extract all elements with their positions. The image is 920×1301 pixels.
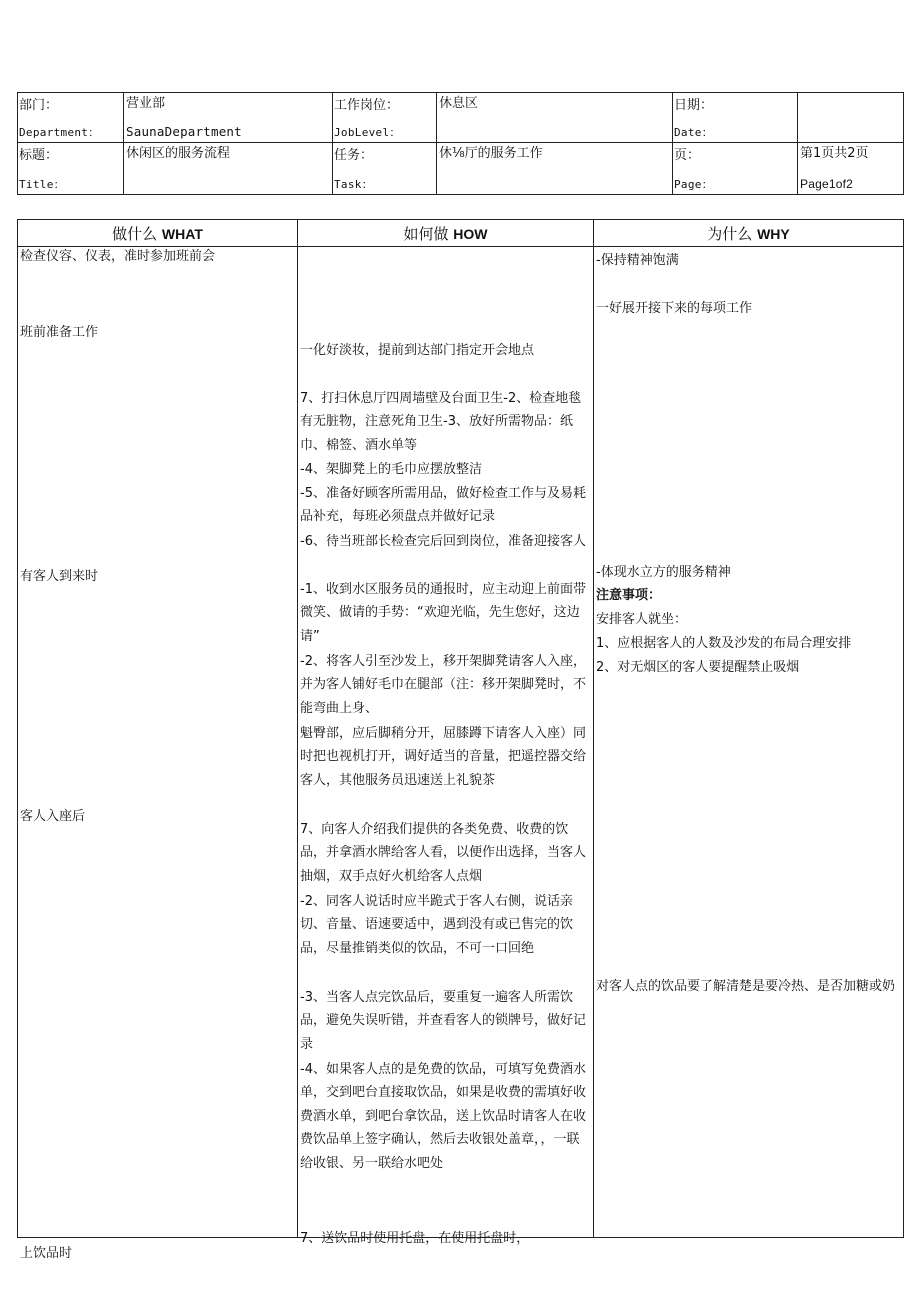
date-value-cell <box>798 93 904 143</box>
why-item-4: 注意事项： <box>596 588 662 603</box>
department-value-cell <box>124 93 333 143</box>
page-value: 第1页共2页 <box>800 146 869 161</box>
why-item-3: -体现水立方的服务精神 <box>596 565 731 580</box>
how-item-4: -5、准备好顾客所需用品，做好检查工作与及易耗品补充，每班必须盘点并做好记录 <box>300 486 586 525</box>
title-label: 标题： <box>19 148 59 163</box>
date-label: 日期： <box>674 98 714 113</box>
procedure-table <box>17 219 904 1261</box>
how-item-13: 7、送饮品时使用托盘，在使用托盘时， <box>300 1231 530 1246</box>
task-label: 任务： <box>334 148 374 163</box>
task-label-cell <box>333 143 437 195</box>
what-item-2: 班前准备工作 <box>20 325 99 340</box>
department-label-en: Department： <box>19 126 100 139</box>
what-item-3: 有客人到来时 <box>20 569 99 584</box>
how-column-header <box>298 220 594 247</box>
why-column-header <box>594 220 904 247</box>
page-value-en: Page1of2 <box>800 177 853 191</box>
department-label: 部门： <box>19 98 59 113</box>
title-label-cell <box>18 143 124 195</box>
header-table <box>17 92 904 195</box>
joblevel-value: 休息区 <box>439 96 479 111</box>
how-item-3: -4、架脚凳上的毛巾应摆放整洁 <box>300 462 482 477</box>
joblevel-label: 工作岗位： <box>334 98 400 113</box>
how-item-12: -4、如果客人点的是免费的饮品，可填写免费酒水单，交到吧台直接取饮品，如果是收费的需填好收费酒水单，到吧台拿饮品，送上饮品时请客人在收费饮品单上签字确认，然后去收银处盖章，，一联给收银、另一联给水吧处 <box>300 1062 587 1171</box>
how-item-6: -1、收到水区服务员的通报时，应主动迎上前面带微笑、做请的手势：“欢迎光临，先生您好，这边请” <box>300 582 586 644</box>
date-label-cell <box>673 93 798 143</box>
department-label-cell <box>18 93 124 143</box>
why-item-2: 一好展开接下来的每项工作 <box>596 301 753 316</box>
how-header-en: HOW <box>453 225 488 242</box>
what-item-4: 客人入座后 <box>20 809 86 824</box>
what-column-header <box>18 220 298 247</box>
joblevel-label-en: JobLevel： <box>334 126 401 139</box>
how-item-7: -2、将客人引至沙发上，移开架脚凳请客人入座，并为客人铺好毛巾在腿部（注：移开架脚凳时，不能弯曲上身、 <box>300 654 587 716</box>
why-item-7: 2、对无烟区的客人要提醒禁止吸烟 <box>596 660 800 675</box>
page-label-cell <box>673 143 798 195</box>
what-item-1: 检查仪容、仪表，准时参加班前会 <box>20 249 216 264</box>
why-item-6: 1、应根据客人的人数及沙发的布局合理安排 <box>596 636 852 651</box>
how-column <box>298 247 594 1246</box>
joblevel-value-cell <box>437 93 673 143</box>
title-value-cell <box>124 143 333 195</box>
task-value: 休⅛厅的服务工作 <box>439 146 543 161</box>
why-item-5: 安排客人就坐： <box>596 612 688 627</box>
what-header-zh: 做什么 <box>112 224 158 243</box>
how-item-8: 魁臀部，应后脚稍分开，屈膝蹲下请客人入座）同时把也视机打开，调好适当的音量，把遥控器交给客人，其他服务员迅速送上礼貌茶 <box>300 726 587 788</box>
how-item-9: 7、向客人介绍我们提供的各类免费、收费的饮品，并拿酒水牌给客人看，以便作出选择，当客人抽烟，双手点好火机给客人点烟 <box>300 822 587 884</box>
why-item-8: 对客人点的饮品要了解清楚是要冷热、是否加糖或奶 <box>596 979 896 994</box>
how-item-5: -6、待当班部长检查完后回到岗位，准备迎接客人 <box>300 534 586 549</box>
task-value-cell <box>437 143 673 195</box>
what-header-en: WHAT <box>161 225 203 242</box>
why-header-zh: 为什么 <box>707 224 753 243</box>
page-value-cell <box>798 143 904 195</box>
department-value-en: SaunaDepartment <box>126 123 242 139</box>
page-label-en: Page： <box>674 178 713 191</box>
page-label: 页： <box>674 148 701 163</box>
how-item-1: 一化好淡妆，提前到达部门指定开会地点 <box>300 343 535 358</box>
why-header-en: WHY <box>757 225 790 242</box>
title-label-en: Title： <box>19 178 65 191</box>
title-value: 休闲区的服务流程 <box>126 146 231 161</box>
why-item-1: -保持精神饱满 <box>596 253 679 268</box>
joblevel-label-cell <box>333 93 437 143</box>
how-item-11: -3、当客人点完饮品后，要重复一遍客人所需饮品，避免失误听错，并查看客人的锁牌号，做好记录 <box>300 990 587 1052</box>
date-label-en: Date： <box>674 126 713 139</box>
what-item-5: 上饮品时 <box>20 1246 73 1261</box>
how-item-2: 7、打扫休息厅四周墙壁及台面卫生-2、检查地毯有无脏物，注意死角卫生-3、放好所需物品：纸巾、棉签、酒水单等 <box>300 391 582 453</box>
how-item-10: -2、同客人说话时应半跪式于客人右侧，说话亲切、音量、语速要适中，遇到没有或已售完的饮品，尽量推销类似的饮品，不可一口回绝 <box>300 894 574 956</box>
how-header-zh: 如何做 <box>403 224 449 243</box>
department-value: 营业部 <box>126 96 166 111</box>
why-column <box>594 247 904 1238</box>
task-label-en: Task： <box>334 178 373 191</box>
what-column <box>18 247 298 1261</box>
